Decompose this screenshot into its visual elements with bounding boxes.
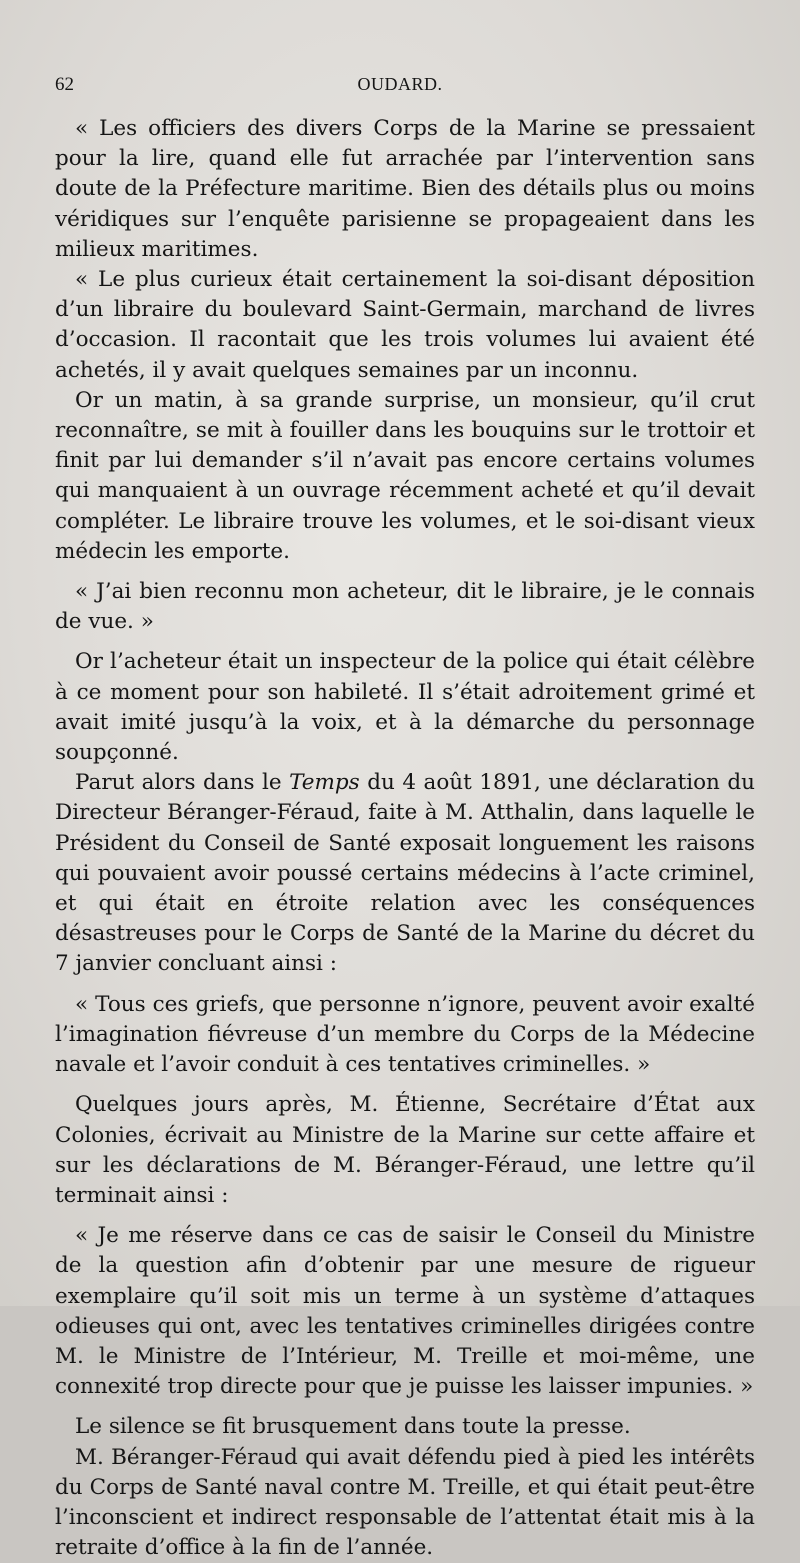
paragraph-2: « Le plus curieux était certainement la soi-disant déposition d’un libraire du boulevard Saint-Germain, marchand de livres d’occasion. Il racontait que les trois volumes lui avaient été achetés, il y avait quelques semaines par un inconnu. bbox=[55, 267, 755, 383]
paragraph-3: Or un matin, à sa grande surprise, un monsieur, qu’il crut reconnaître, se mit à fouiller dans les bouquins sur le trottoir et finit par lui demander s’il n’avait pas encore certains volumes qui manquaient à un ouvrage récemment acheté et qu’il devait compléter. Le libraire trouve les volumes, et le soi-disant vieux médecin les emporte. bbox=[55, 387, 755, 564]
paragraph-8: Quelques jours après, M. Étienne, Secrétaire d’État aux Colonies, écrivait au Ministre de la Marine sur cette affaire et sur les déclarations de M. Béranger-Féraud, une lettre qu’il terminait ainsi : bbox=[55, 1092, 755, 1208]
paragraph-6: Parut alors dans le Temps du 4 août 1891, une déclaration du Directeur Béranger-Féraud, faite à M. Atthalin, dans laquelle le Président du Conseil de Santé exposait longuement les raisons qui pouvaient avoir poussé certains médecins à l’acte criminel, et qui était en étroite relation avec les conséquences désastreuses pour le Corps de Santé de la Marine du décret du 7 janvier concluant ainsi : bbox=[55, 770, 755, 977]
paragraph-4: « J’ai bien reconnu mon acheteur, dit le libraire, je le connais de vue. » bbox=[55, 579, 755, 635]
page-number: 62 bbox=[55, 74, 74, 95]
paragraph-1: « Les officiers des divers Corps de la Marine se pressaient pour la lire, quand elle fut arrachée par l’intervention sans doute de la Préfecture maritime. Bien des détails plus ou moins véridiques sur l’enquête parisienne se propageaient dans les milieux maritimes. bbox=[55, 116, 755, 262]
running-head: OUDARD. bbox=[357, 74, 443, 94]
body-text bbox=[55, 114, 755, 1563]
paragraph-5: Or l’acheteur était un inspecteur de la police qui était célèbre à ce moment pour son habileté. Il s’était adroitement grimé et avait imité jusqu’à la voix, et à la démarche du personnage soupçonné. bbox=[55, 649, 755, 766]
paragraph-9: « Je me réserve dans ce cas de saisir le Conseil du Ministre de la question afin d’obtenir par une mesure de rigueur exemplaire qu’il soit mis un terme à un système d’attaques odieuses qui ont, avec les tentatives criminelles dirigées contre M. le Ministre de l’Intérieur, M. Treille et moi-même, une connexité trop directe pour que je puisse les laisser impunies. » bbox=[55, 1223, 755, 1400]
paragraph-10: Le silence se fit brusquement dans toute la presse. bbox=[75, 1414, 631, 1440]
paragraph-11: M. Béranger-Féraud qui avait défendu pied à pied les intérêts du Corps de Santé naval contre M. Treille, et qui était peut-être l’inconscient et indirect responsable de l’attentat était mis à la retraite d’office à la fin de l’année. bbox=[55, 1444, 755, 1561]
newspaper-title: Temps bbox=[289, 770, 360, 796]
page-header bbox=[55, 74, 745, 102]
paragraph-7: « Tous ces griefs, que personne n’ignore, peuvent avoir exalté l’imagination fiévreuse d’un membre du Corps de la Médecine navale et l’avoir conduit à ces tentatives criminelles. » bbox=[55, 991, 755, 1078]
